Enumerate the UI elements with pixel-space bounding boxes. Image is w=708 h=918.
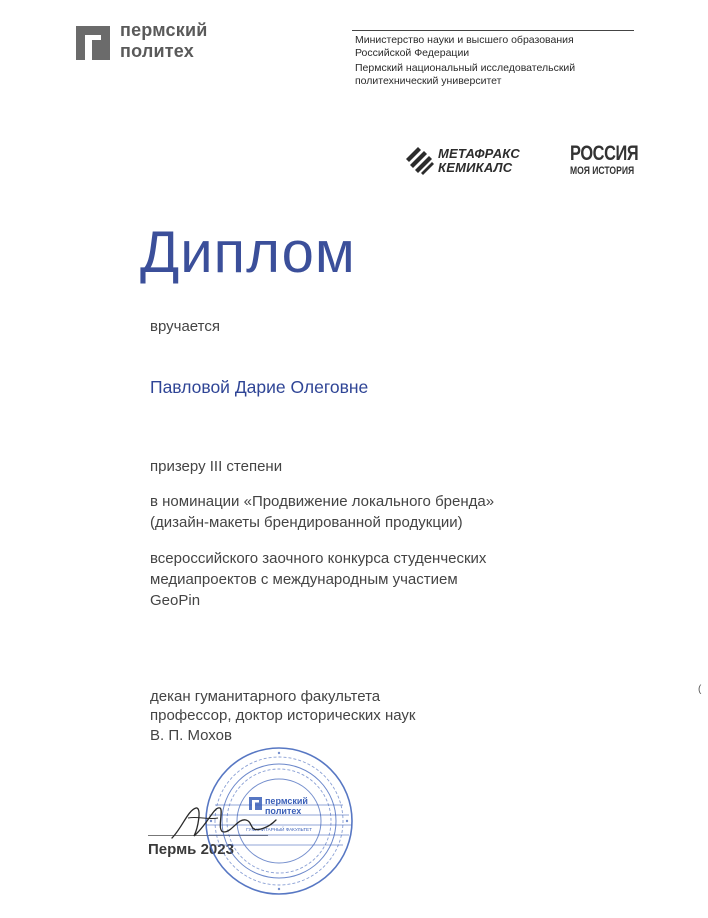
russia-line-1: РОССИЯ: [570, 142, 639, 165]
metafrax-stripes-icon: [404, 145, 434, 175]
ministry-line: политехнический университет: [355, 75, 502, 87]
recipient-name: Павловой Дарие Олеговне: [150, 377, 369, 397]
ministry-line: Пермский национальный исследовательский: [355, 62, 576, 74]
metafrax-logo: [404, 143, 534, 177]
ministry-block: [355, 34, 655, 88]
russia-my-history-logo: [570, 143, 640, 179]
contest-line: всероссийского заочного конкурса студенческих: [150, 550, 487, 567]
nomination-block: [150, 491, 494, 533]
ministry-line: Министерство науки и высшего образования: [355, 34, 574, 46]
city-year: Пермь 2023: [148, 841, 234, 858]
russia-line-2: МОЯ ИСТОРИЯ: [570, 165, 635, 177]
signer-name: В. П. Мохов: [150, 727, 232, 744]
logo-line-1: пермский: [120, 20, 208, 40]
seal-logo-line-1: пермский: [265, 796, 308, 806]
ministry-line: Российской Федерации: [355, 47, 470, 59]
university-logo-text: [120, 20, 207, 62]
handwritten-signature: [168, 798, 278, 848]
header-divider: [352, 30, 634, 31]
metafrax-line-1: МЕТАФРАКС: [438, 146, 520, 161]
signer-line: декан гуманитарного факультета: [150, 688, 381, 705]
seal-faculty: ГУМАНИТАРНЫЙ ФАКУЛЬТЕТ: [246, 827, 312, 832]
nomination-line: в номинации «Продвижение локального бренда»: [150, 493, 495, 510]
contest-line: медиапроектов с международным участием: [150, 571, 458, 588]
seal-logo-line-2: политех: [265, 806, 302, 816]
nomination-line: (дизайн-макеты брендированной продукции): [150, 514, 463, 531]
signer-position: [150, 687, 416, 725]
diploma-title: Диплом: [140, 220, 356, 285]
prize-place: призеру III степени: [150, 458, 283, 475]
awarded-text: вручается: [150, 318, 220, 335]
logo-line-2: политех: [120, 41, 194, 61]
metafrax-line-2: КЕМИКАЛС: [438, 160, 513, 175]
metafrax-wordmark: [438, 147, 520, 175]
contest-line: GeoPin: [150, 592, 201, 609]
edge-mark: (: [698, 684, 702, 695]
signer-line: профессор, доктор исторических наук: [150, 707, 416, 724]
contest-block: [150, 548, 486, 611]
perm-polytech-logo-icon: [76, 26, 110, 60]
